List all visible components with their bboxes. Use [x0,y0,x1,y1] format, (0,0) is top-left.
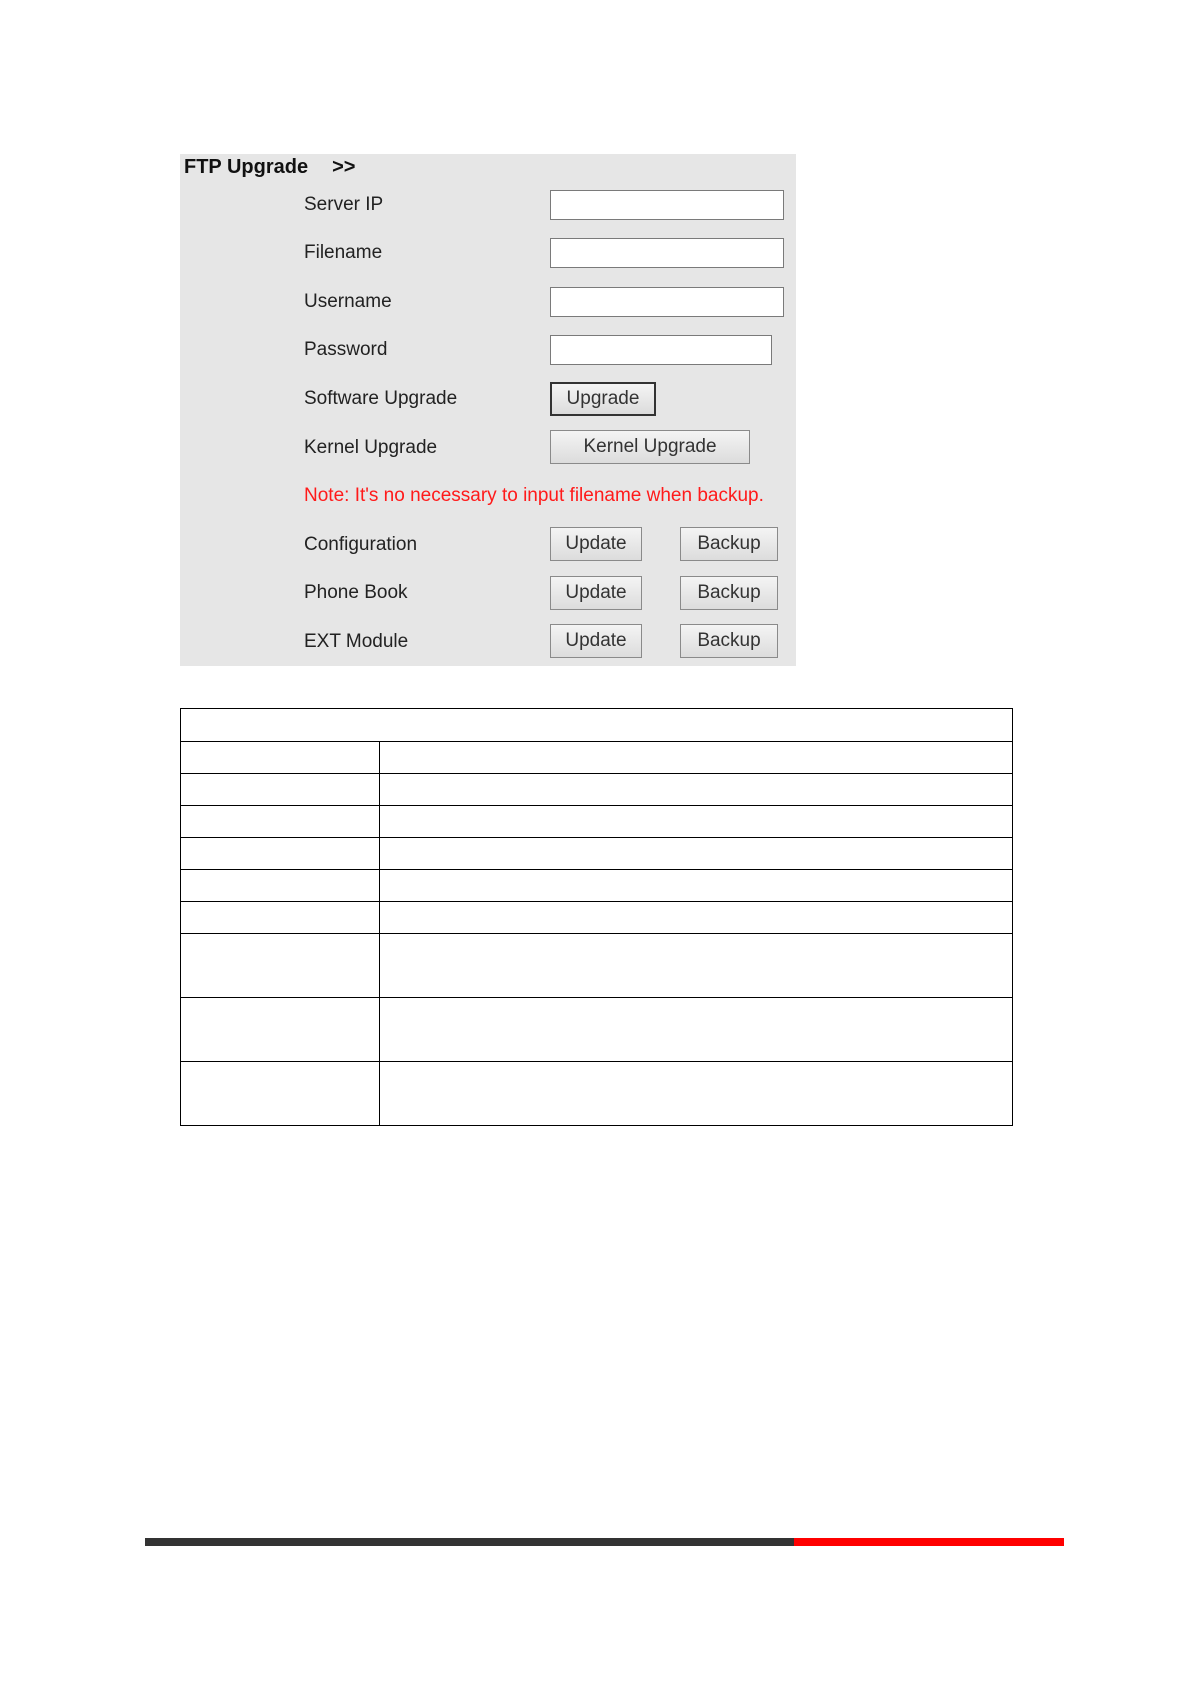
table-row [181,742,1013,774]
table-cell-description [380,774,1013,806]
table-row [181,1062,1013,1126]
table-cell-name [181,1062,380,1126]
ftp-upgrade-panel [180,154,796,666]
username-input[interactable] [550,287,784,317]
table-row [181,934,1013,998]
configuration-label: Configuration [304,534,418,555]
phone-book-update-button[interactable]: Update [550,576,642,610]
table-cell-description [380,998,1013,1062]
ext-module-update-button[interactable]: Update [550,624,642,658]
table-cell-description [380,1062,1013,1126]
table-header-cell [181,709,1013,742]
footer-bar-red-segment [794,1538,1064,1546]
table-cell-name [181,838,380,870]
backup-note: Note: It's no necessary to input filename when backup. [304,485,764,506]
table-cell-name [181,934,380,998]
table-header-row [181,709,1013,742]
table-cell-description [380,870,1013,902]
software-upgrade-label: Software Upgrade [304,388,458,409]
configuration-update-button[interactable]: Update [550,527,642,561]
table-cell-name [181,742,380,774]
table-cell-name [181,806,380,838]
table-cell-description [380,742,1013,774]
panel-title-text: FTP Upgrade [184,156,309,178]
password-input[interactable] [550,335,772,365]
table-row [181,998,1013,1062]
table-cell-name [181,774,380,806]
kernel-upgrade-label: Kernel Upgrade [304,437,438,458]
table-row [181,774,1013,806]
phone-book-backup-button[interactable]: Backup [680,576,778,610]
table-cell-description [380,806,1013,838]
ext-module-label: EXT Module [304,631,409,652]
ext-module-backup-button[interactable]: Backup [680,624,778,658]
table-cell-description [380,934,1013,998]
table-cell-description [380,902,1013,934]
server-ip-label: Server IP [304,194,384,215]
table-row [181,902,1013,934]
table-cell-name [181,902,380,934]
table-row [181,870,1013,902]
panel-title-arrows: >> [332,156,356,178]
table-cell-name [181,870,380,902]
filename-input[interactable] [550,238,784,268]
password-label: Password [304,339,388,360]
phone-book-label: Phone Book [304,582,408,603]
table-row [181,838,1013,870]
footer-bar-dark-segment [145,1538,794,1546]
server-ip-input[interactable] [550,190,784,220]
configuration-backup-button[interactable]: Backup [680,527,778,561]
filename-label: Filename [304,242,383,263]
table-cell-name [181,998,380,1062]
username-label: Username [304,291,392,312]
upgrade-button[interactable]: Upgrade [550,382,656,416]
panel-title [184,156,355,179]
table-cell-description [380,838,1013,870]
kernel-upgrade-button[interactable]: Kernel Upgrade [550,430,750,464]
table-row [181,806,1013,838]
footer-bar [145,1538,1064,1546]
parameter-table [180,708,1013,1126]
